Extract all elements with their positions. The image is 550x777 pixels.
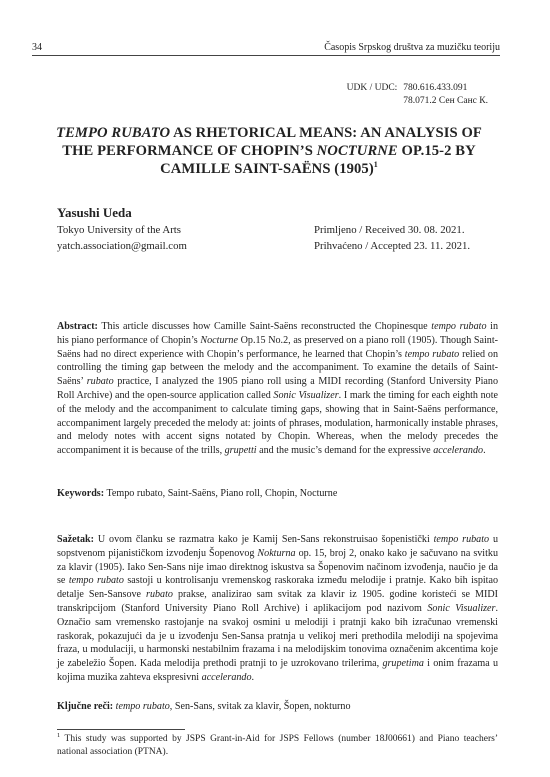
summary-italic: accelerando — [201, 671, 252, 683]
title-middle: AS RHETORICAL MEANS: AN ANALYSIS OF THE PERFORMANCE OF CHOPIN’S — [62, 125, 482, 159]
submission-dates — [314, 223, 470, 254]
abstract-italic: rubato — [86, 376, 114, 388]
summary-keywords-label: Ključne reči: — [57, 701, 114, 712]
summary-italic: tempo rubato — [433, 534, 490, 545]
abstract-text: practice, I analyzed the 1905 piano roll using a MIDI recording (Stanford University Piano Roll Archive) and the open-source application called — [57, 376, 499, 401]
abstract-label: Abstract: — [57, 321, 98, 332]
keywords-label: Keywords: — [57, 488, 105, 499]
title-end: OP.15-2 BY CAMILLE SAINT-SAËNS (1905) — [160, 143, 476, 177]
author-affiliation-block — [57, 223, 187, 254]
summary-text: sastoji u kontrolisanju vremenskog raskoraka između melodije i pratnje. Kako bih ispitao detalje Sen-Sansove — [57, 575, 498, 601]
abstract-text: Op.15 No.2, as preserved on a piano roll (1905). Though Saint-Saëns had no direct experience with Chopin’s performance, he learned that Chopin’s — [57, 334, 499, 360]
summary-text: u sopstvenom pijanističkom izvođenju Šopenovog — [57, 534, 499, 559]
summary-keywords-italic: tempo rubato — [113, 701, 170, 712]
page-number: 34 — [32, 42, 42, 53]
abstract-text: . I mark the timing for each eighth note of the melody and the accompaniment to calculate timing gaps, showing that in Saint-Saëns performance, accompaniment largely preceded the melody at: joints of phrases, modulation, harmonically instable phrases, and melody notes with accent signs notated by Chopin. Whereas, when the melody precedes the accompaniment it is because of the trills, — [57, 389, 498, 457]
abstract-italic: tempo rubato — [404, 348, 460, 360]
author-affiliation: Tokyo University of the Arts — [57, 224, 181, 236]
abstract-italic: grupetti — [224, 445, 257, 457]
summary-text: . Označio sam vremensko rastojanje na svakoj osmini u melodiji i pratnji kako bih izračunao vremenski raskorak, pokazujući da je u izvođenju Sen-Sansa pratnja u velikoj meri prethodila melodiji na spojevima fraza, u modulaciji, u harmonski nestabilnim frazama i na melodijskim tonovima označenim akcentima koje je zabeležio Šopen. Kada melodija prethodi pratnji to je uzrokovano trilerima, — [57, 602, 498, 670]
abstract — [57, 320, 498, 458]
udc-block — [347, 82, 488, 107]
abstract-italic: Sonic Visualizer — [273, 389, 339, 401]
abstract-text: in his piano performance of Chopin’s — [57, 321, 499, 346]
abstract-italic: tempo rubato — [431, 321, 487, 332]
summary-label: Sažetak: — [57, 534, 95, 545]
journal-title: Časopis Srpskog društva za muzičku teoriju — [324, 42, 500, 53]
title-nocturne: NOCTURNE — [316, 143, 398, 159]
summary-italic: Sonic Visualizer — [427, 602, 496, 614]
title-footnote-mark: 1 — [373, 160, 378, 170]
udc-code-1: 780.616.433.091 — [403, 83, 468, 93]
footnote-text: This study was supported by JSPS Grant-in-Aid for JSPS Fellows (number 18J00661) and Piano teachers’ national association (PTNA). — [57, 734, 498, 757]
abstract-italic: Nocturne — [200, 334, 238, 346]
header-rule — [32, 55, 500, 56]
summary-text: . — [251, 671, 255, 683]
keywords — [57, 487, 498, 501]
received-date: Primljeno / Received 30. 08. 2021. — [314, 224, 465, 236]
summary — [57, 533, 498, 685]
summary-keywords — [57, 700, 498, 714]
footnote — [57, 733, 498, 759]
footnote-rule — [57, 729, 185, 730]
udc-label: UDK / UDC: — [346, 83, 398, 93]
summary-italic: grupetima — [382, 658, 424, 670]
summary-keywords-text: , Sen-Sans, svitak za klavir, Šopen, nokturno — [169, 701, 351, 712]
author-email[interactable]: yatch.association@gmail.com — [57, 239, 187, 252]
abstract-text: and the music’s demand for the expressive — [256, 445, 434, 457]
running-head — [32, 37, 500, 53]
summary-italic: tempo rubato — [68, 575, 124, 587]
summary-text: i onim frazama u kojima muzika zahteva ekspresivni — [57, 658, 498, 683]
abstract-text: relied on controlling the timing gap between the melody and the accompaniment. To examine the details of Saint-Saëns’ — [57, 348, 498, 388]
footnote-mark: 1 — [57, 731, 61, 739]
udc-code-2: 78.071.2 Сен Санс К. — [403, 95, 488, 106]
summary-text: prakse, analizirao sam svitak za klavir iz 1905. godine koristeći se MIDI transkripcijom (Stanford University Piano Roll Archive) i aplikacijom pod nazivom — [57, 589, 498, 614]
summary-italic: Nokturna — [257, 547, 296, 559]
abstract-text: This article discusses how Camille Saint-Saëns reconstructed the Chopinesque — [97, 321, 432, 332]
summary-text: U ovom članku se razmatra kako je Kamij Sen-Sans rekonstruisao šopenistički — [94, 534, 434, 545]
keywords-text: Tempo rubato, Saint-Saëns, Piano roll, Chopin, Nocturne — [104, 488, 338, 499]
abstract-text: . — [483, 445, 486, 457]
summary-text: op. 15, broj 2, onako kako je sačuvano na svitku za klavir (1905). Iako Sen-Sans nije imao direktnog iskustva sa Šopenovim načinom izvođenja, naučio je da se — [57, 547, 498, 587]
article-title — [48, 124, 490, 178]
title-tempo-rubato: TEMPO RUBATO — [56, 125, 171, 141]
accepted-date: Prihvaćeno / Accepted 23. 11. 2021. — [314, 239, 471, 252]
abstract-italic: accelerando — [433, 445, 484, 457]
author-name: Yasushi Ueda — [57, 205, 132, 220]
summary-italic: rubato — [146, 589, 173, 601]
